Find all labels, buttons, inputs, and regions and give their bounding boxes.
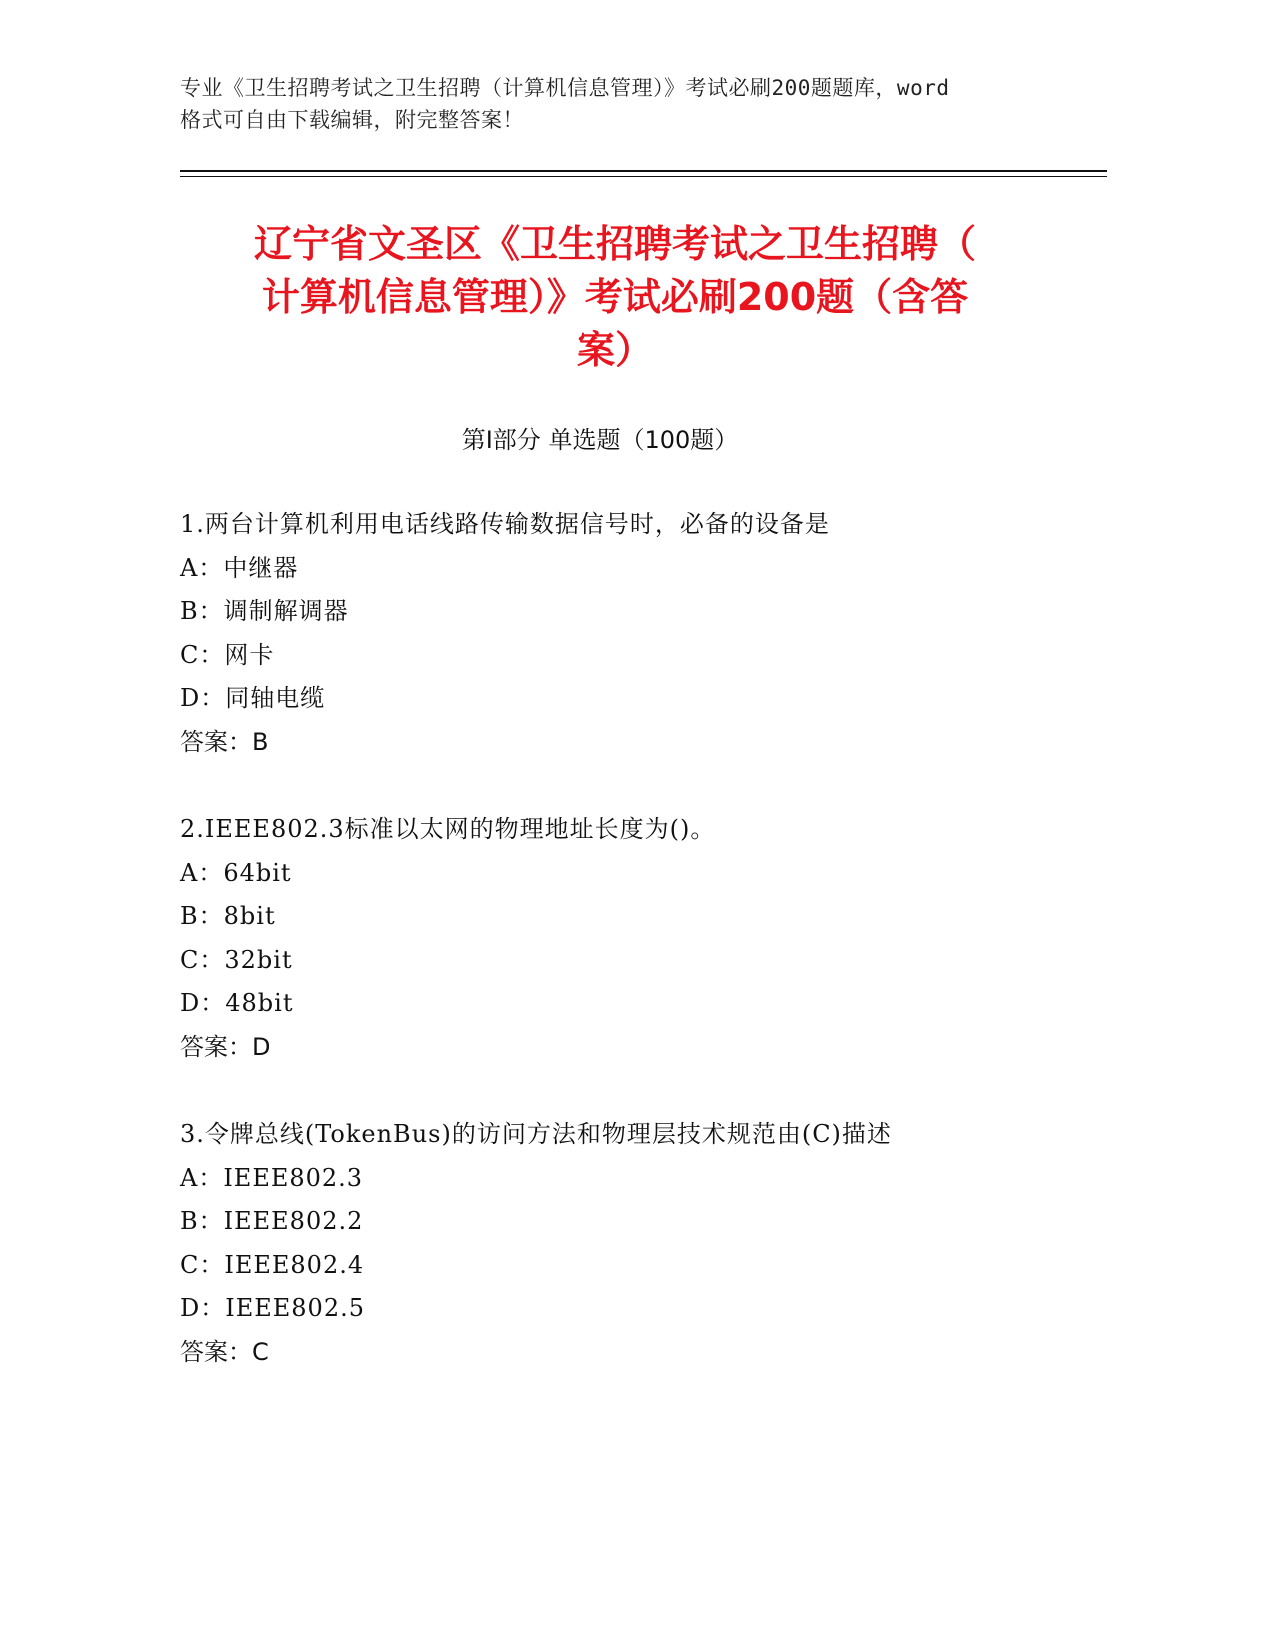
title-line: 辽宁省文圣区《卫生招聘考试之卫生招聘（ [253, 222, 976, 266]
section-heading: 第Ⅰ部分 单选题（100题） [461, 426, 739, 454]
header-divider-thin [180, 176, 1107, 177]
option-b: B：8bit [180, 902, 276, 930]
option-c: C：IEEE802.4 [180, 1250, 365, 1279]
option-a: A：中继器 [180, 553, 299, 582]
question-stem: 2.IEEE802.3标准以太网的物理地址长度为()。 [180, 815, 716, 843]
question-block [180, 1113, 1080, 1374]
option-b: B：调制解调器 [180, 597, 349, 625]
header-note [180, 72, 1060, 136]
title-line: 计算机信息管理）》考试必刷200题（含答 [261, 275, 969, 319]
document-title [175, 218, 1055, 377]
option-c: C：网卡 [180, 640, 275, 669]
option-a: A：64bit [180, 858, 292, 887]
question-stem: 1.两台计算机利用电话线路传输数据信号时，必备的设备是 [180, 510, 830, 538]
header-note-line: 专业《卫生招聘考试之卫生招聘（计算机信息管理）》考试必刷200题题库，word [180, 76, 950, 100]
option-d: D：48bit [180, 989, 294, 1017]
title-line: 案） [576, 328, 653, 372]
answer-line: 答案：D [180, 1032, 271, 1061]
answer-line: 答案：B [180, 727, 269, 756]
header-divider-thick [180, 170, 1107, 172]
question-stem: 3.令牌总线(TokenBus)的访问方法和物理层技术规范由(C)描述 [180, 1120, 892, 1148]
question-block [180, 808, 1080, 1069]
option-d: D：IEEE802.5 [180, 1294, 365, 1322]
option-d: D：同轴电缆 [180, 684, 326, 712]
header-note-line: 格式可自由下载编辑，附完整答案！ [180, 108, 524, 132]
option-a: A：IEEE802.3 [180, 1163, 364, 1192]
question-block [180, 503, 1080, 764]
option-c: C：32bit [180, 945, 293, 974]
option-b: B：IEEE802.2 [180, 1207, 364, 1235]
answer-line: 答案：C [180, 1337, 269, 1366]
